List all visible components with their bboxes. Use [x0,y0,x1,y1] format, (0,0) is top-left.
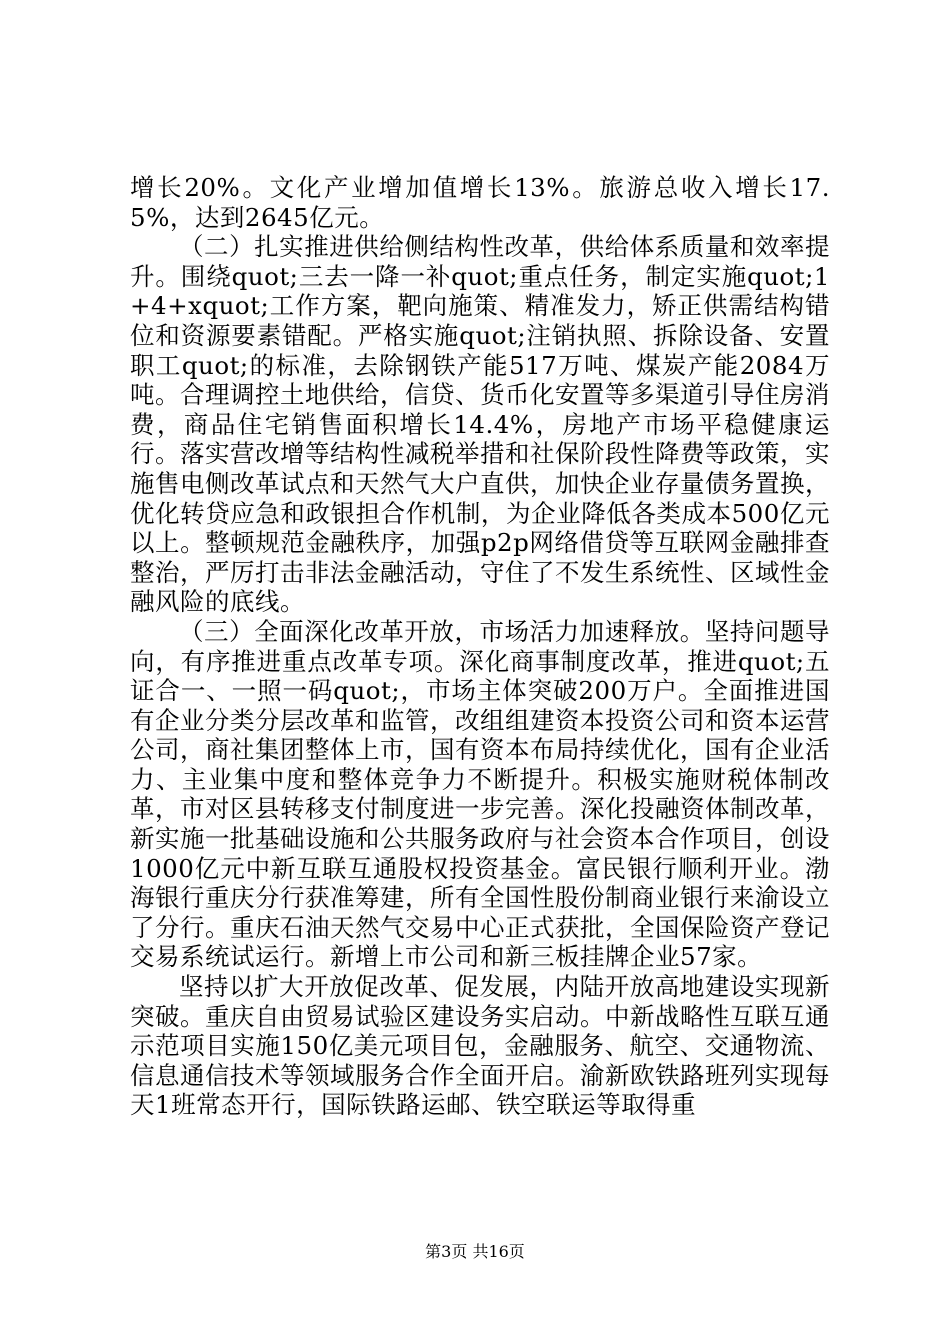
paragraph-2: （二）扎实推进供给侧结构性改革，供给体系质量和效率提升。围绕quot;三去一降一补quot;重点任务，制定实施quot;1+4+xquot;工作方案，靶向施策、精准发力，矫正供需结构错位和资源要素错配。严格实施quot;注销执照、拆除设备、安置职工quot;的标准，去除钢铁产能517万吨、煤炭产能2084万吨。合理调控土地供给，信贷、货币化安置等多渠道引导住房消费，商品住宅销售面积增长14.4%，房地产市场平稳健康运行。落实营改增等结构性减税举措和社保阶段性降费等政策，实施售电侧改革试点和天然气大户直供，加快企业存量债务置换，优化转贷应急和政银担合作机制，为企业降低各类成本500亿元以上。整顿规范金融秩序，加强p2p网络借贷等互联网金融排查整治，严厉打击非法金融活动，守住了不发生系统性、区域性金融风险的底线。 [130,232,830,617]
paragraph-3: （三）全面深化改革开放，市场活力加速释放。坚持问题导向，有序推进重点改革专项。深化商事制度改革，推进quot;五证合一、一照一码quot;，市场主体突破200万户。全面推进国有企业分类分层改革和监管，改组组建资本投资公司和资本运营公司，商社集团整体上市，国有资本布局持续优化，国有企业活力、主业集中度和整体竞争力不断提升。积极实施财税体制改革，市对区县转移支付制度进一步完善。深化投融资体制改革，新实施一批基础设施和公共服务政府与社会资本合作项目，创设1000亿元中新互联互通股权投资基金。富民银行顺利开业。渤海银行重庆分行获准筹建，所有全国性股份制商业银行来渝设立了分行。重庆石油天然气交易中心正式获批，全国保险资产登记交易系统试运行。新增上市公司和新三板挂牌企业57家。 [130,616,830,972]
page-number-footer: 第3页 共16页 [425,1242,525,1261]
document-body [130,173,830,1120]
paragraph-1: 增长20%。文化产业增加值增长13%。旅游总收入增长17.5%，达到2645亿元。 [130,173,830,232]
paragraph-4: 坚持以扩大开放促改革、促发展，内陆开放高地建设实现新突破。重庆自由贸易试验区建设务实启动。中新战略性互联互通示范项目实施150亿美元项目包，金融服务、航空、交通物流、信息通信技术等领域服务合作全面开启。渝新欧铁路班列实现每天1班常态开行，国际铁路运邮、铁空联运等取得重 [130,972,830,1120]
